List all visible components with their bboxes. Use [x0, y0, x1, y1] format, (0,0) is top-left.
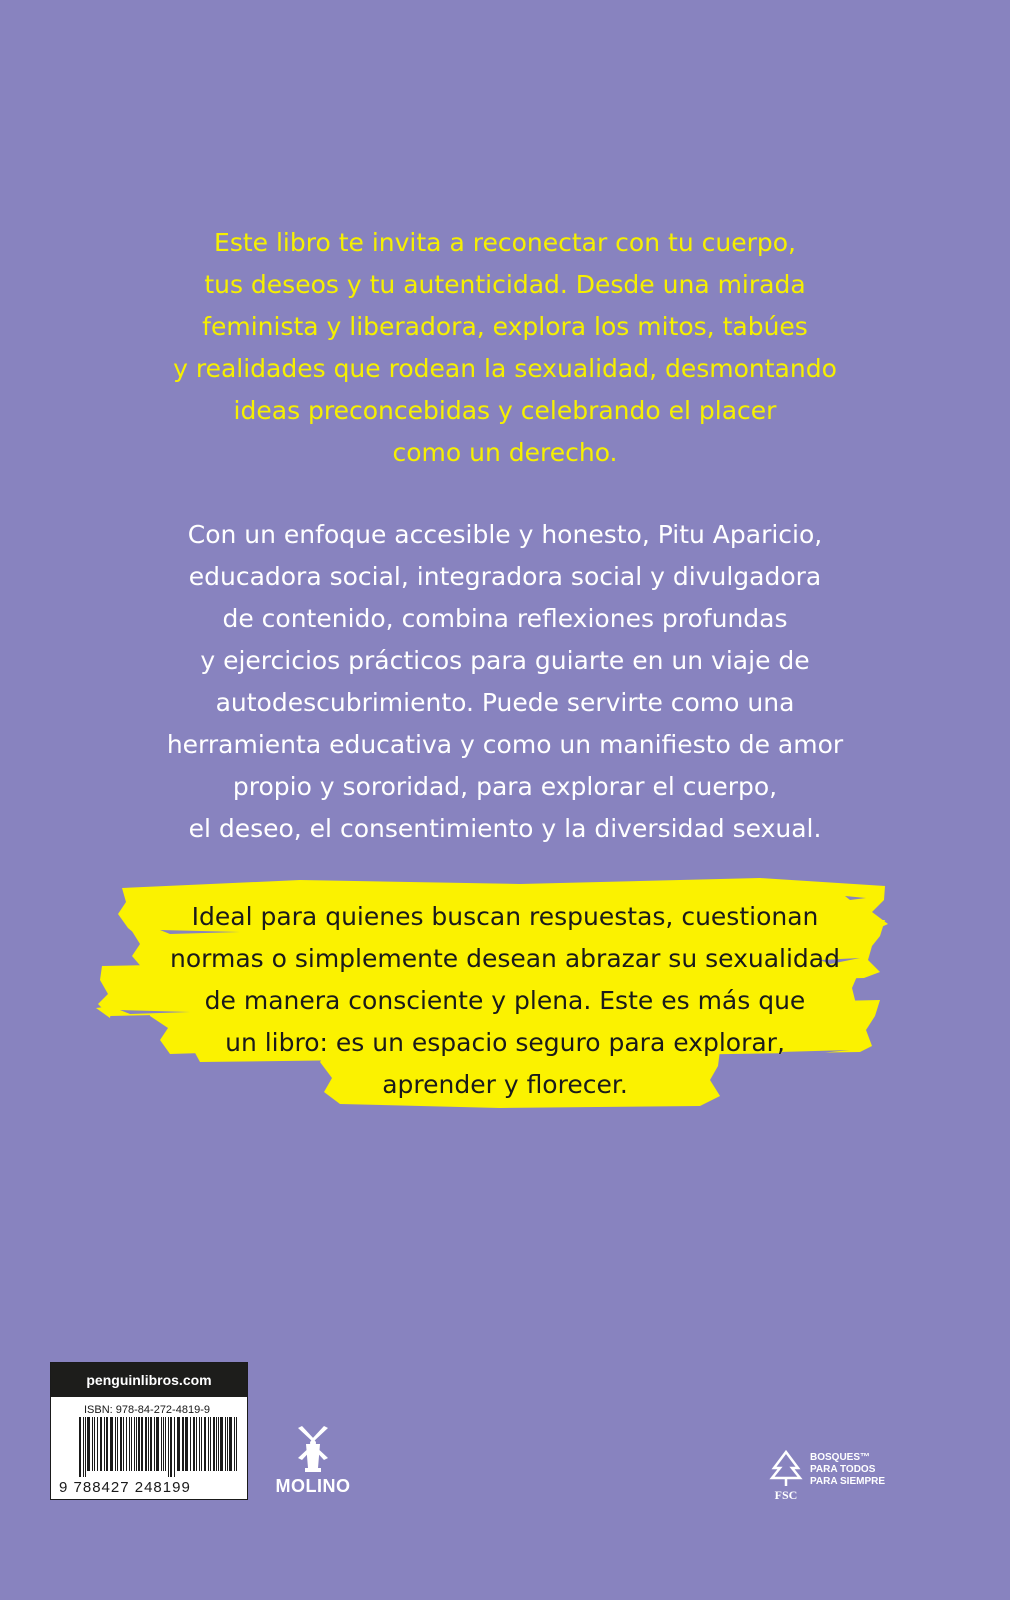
highlight-line: un libro: es un espacio seguro para explorar,	[225, 1028, 785, 1057]
barcode-bar	[168, 1417, 169, 1477]
barcode-bar	[170, 1417, 172, 1477]
highlight-line: Ideal para quienes buscan respuestas, cuestionan	[191, 902, 819, 931]
barcode-bars	[51, 1417, 249, 1479]
barcode-bar	[193, 1417, 195, 1471]
barcode-bar	[229, 1417, 232, 1471]
barcode-bar	[201, 1417, 202, 1471]
fsc-slogan-line: BOSQUES™	[810, 1452, 871, 1463]
barcode-bar	[120, 1417, 122, 1471]
fsc-logo	[766, 1448, 916, 1508]
intro-line: ideas preconcebidas y celebrando el placer	[233, 396, 777, 425]
barcode-bar	[115, 1417, 116, 1471]
body-line: propio y sororidad, para explorar el cuerpo,	[232, 772, 778, 801]
barcode-bar	[220, 1417, 223, 1471]
body-line: Con un enfoque accesible y honesto, Pitu Aparicio,	[187, 520, 823, 549]
barcode-bar	[117, 1417, 118, 1471]
intro-line: y realidades que rodean la sexualidad, desmontando	[173, 354, 837, 383]
barcode-bar	[190, 1417, 191, 1471]
barcode-bar	[106, 1417, 108, 1471]
barcode-bar	[163, 1417, 164, 1471]
body-line: autodescubrimiento. Puede servirte como una	[215, 688, 795, 717]
fsc-tree-icon	[766, 1448, 806, 1488]
publisher-logo	[268, 1424, 358, 1504]
barcode-bar	[110, 1417, 113, 1471]
barcode-bar	[87, 1417, 90, 1471]
body-line: educadora social, integradora social y divulgadora	[188, 562, 822, 591]
barcode-bar	[104, 1417, 105, 1471]
barcode-bar	[225, 1417, 226, 1471]
barcode-bar	[150, 1417, 152, 1471]
highlight-line: normas o simplemente desean abrazar su sexualidad	[169, 944, 840, 973]
highlight-line: aprender y florecer.	[382, 1070, 628, 1099]
barcode-bar	[210, 1417, 211, 1471]
highlight-paragraph	[0, 896, 1010, 1106]
barcode-bar	[234, 1417, 235, 1471]
barcode-bar	[154, 1417, 155, 1471]
barcode-bar	[204, 1417, 206, 1471]
intro-line: tus deseos y tu autenticidad. Desde una mirada	[204, 270, 806, 299]
isbn-number: ISBN: 978-84-272-4819-9	[84, 1404, 210, 1416]
barcode-box	[50, 1362, 248, 1500]
barcode-bar	[92, 1417, 93, 1471]
barcode-bar	[129, 1417, 130, 1471]
windmill-icon	[268, 1424, 358, 1476]
barcode-bar	[182, 1417, 184, 1471]
barcode-bar	[218, 1417, 219, 1471]
intro-line: como un derecho.	[392, 438, 618, 467]
fsc-slogan-line: PARA SIEMPRE	[810, 1476, 886, 1487]
barcode-bar	[199, 1417, 200, 1471]
fsc-label: FSC	[774, 1488, 798, 1502]
barcode-digits: 9 788427 248199	[59, 1479, 191, 1496]
body-line: y ejercicios prácticos para guiarte en un viaje de	[200, 646, 810, 675]
publisher-name: MOLINO	[275, 1476, 351, 1496]
barcode-bar	[161, 1417, 162, 1471]
barcode-bar	[177, 1417, 180, 1471]
barcode-bar	[174, 1417, 175, 1477]
body-line: de contenido, combina reflexiones profundas	[222, 604, 788, 633]
fsc-slogan	[810, 1452, 885, 1488]
barcode-bar	[145, 1417, 147, 1471]
barcode-bar	[134, 1417, 135, 1471]
barcode-bar	[131, 1417, 132, 1471]
intro-line: feminista y liberadora, explora los mitos, tabúes	[202, 312, 808, 341]
barcode-bar	[196, 1417, 197, 1471]
body-line: el deseo, el consentimiento y la diversidad sexual.	[188, 814, 822, 843]
body-line: herramienta educativa y como un manifiesto de amor	[166, 730, 844, 759]
barcode-bar	[165, 1417, 166, 1471]
barcode-bar	[138, 1417, 140, 1471]
intro-line: Este libro te invita a reconectar con tu cuerpo,	[214, 228, 796, 257]
barcode-bar	[126, 1417, 127, 1471]
barcode-bar	[136, 1417, 137, 1471]
barcode-bar	[185, 1417, 188, 1471]
barcode-bar	[148, 1417, 149, 1471]
fsc-slogan-line: PARA TODOS	[810, 1464, 876, 1475]
barcode-bar	[156, 1417, 159, 1471]
barcode-bar	[85, 1417, 86, 1477]
barcode-bar	[123, 1417, 124, 1471]
barcode-bar	[97, 1417, 98, 1471]
publisher-website: penguinlibros.com	[51, 1363, 247, 1397]
barcode-bar	[83, 1417, 84, 1477]
barcode-bar	[236, 1417, 237, 1471]
barcode-bar	[227, 1417, 228, 1471]
barcode-bar	[141, 1417, 143, 1471]
barcode-bar	[213, 1417, 215, 1471]
barcode-bar	[208, 1417, 209, 1471]
barcode-bar	[216, 1417, 217, 1471]
barcode-bar	[79, 1417, 81, 1477]
barcode-bar	[100, 1417, 102, 1471]
barcode-bar	[94, 1417, 95, 1471]
highlight-line: de manera consciente y plena. Este es más que	[204, 986, 806, 1015]
